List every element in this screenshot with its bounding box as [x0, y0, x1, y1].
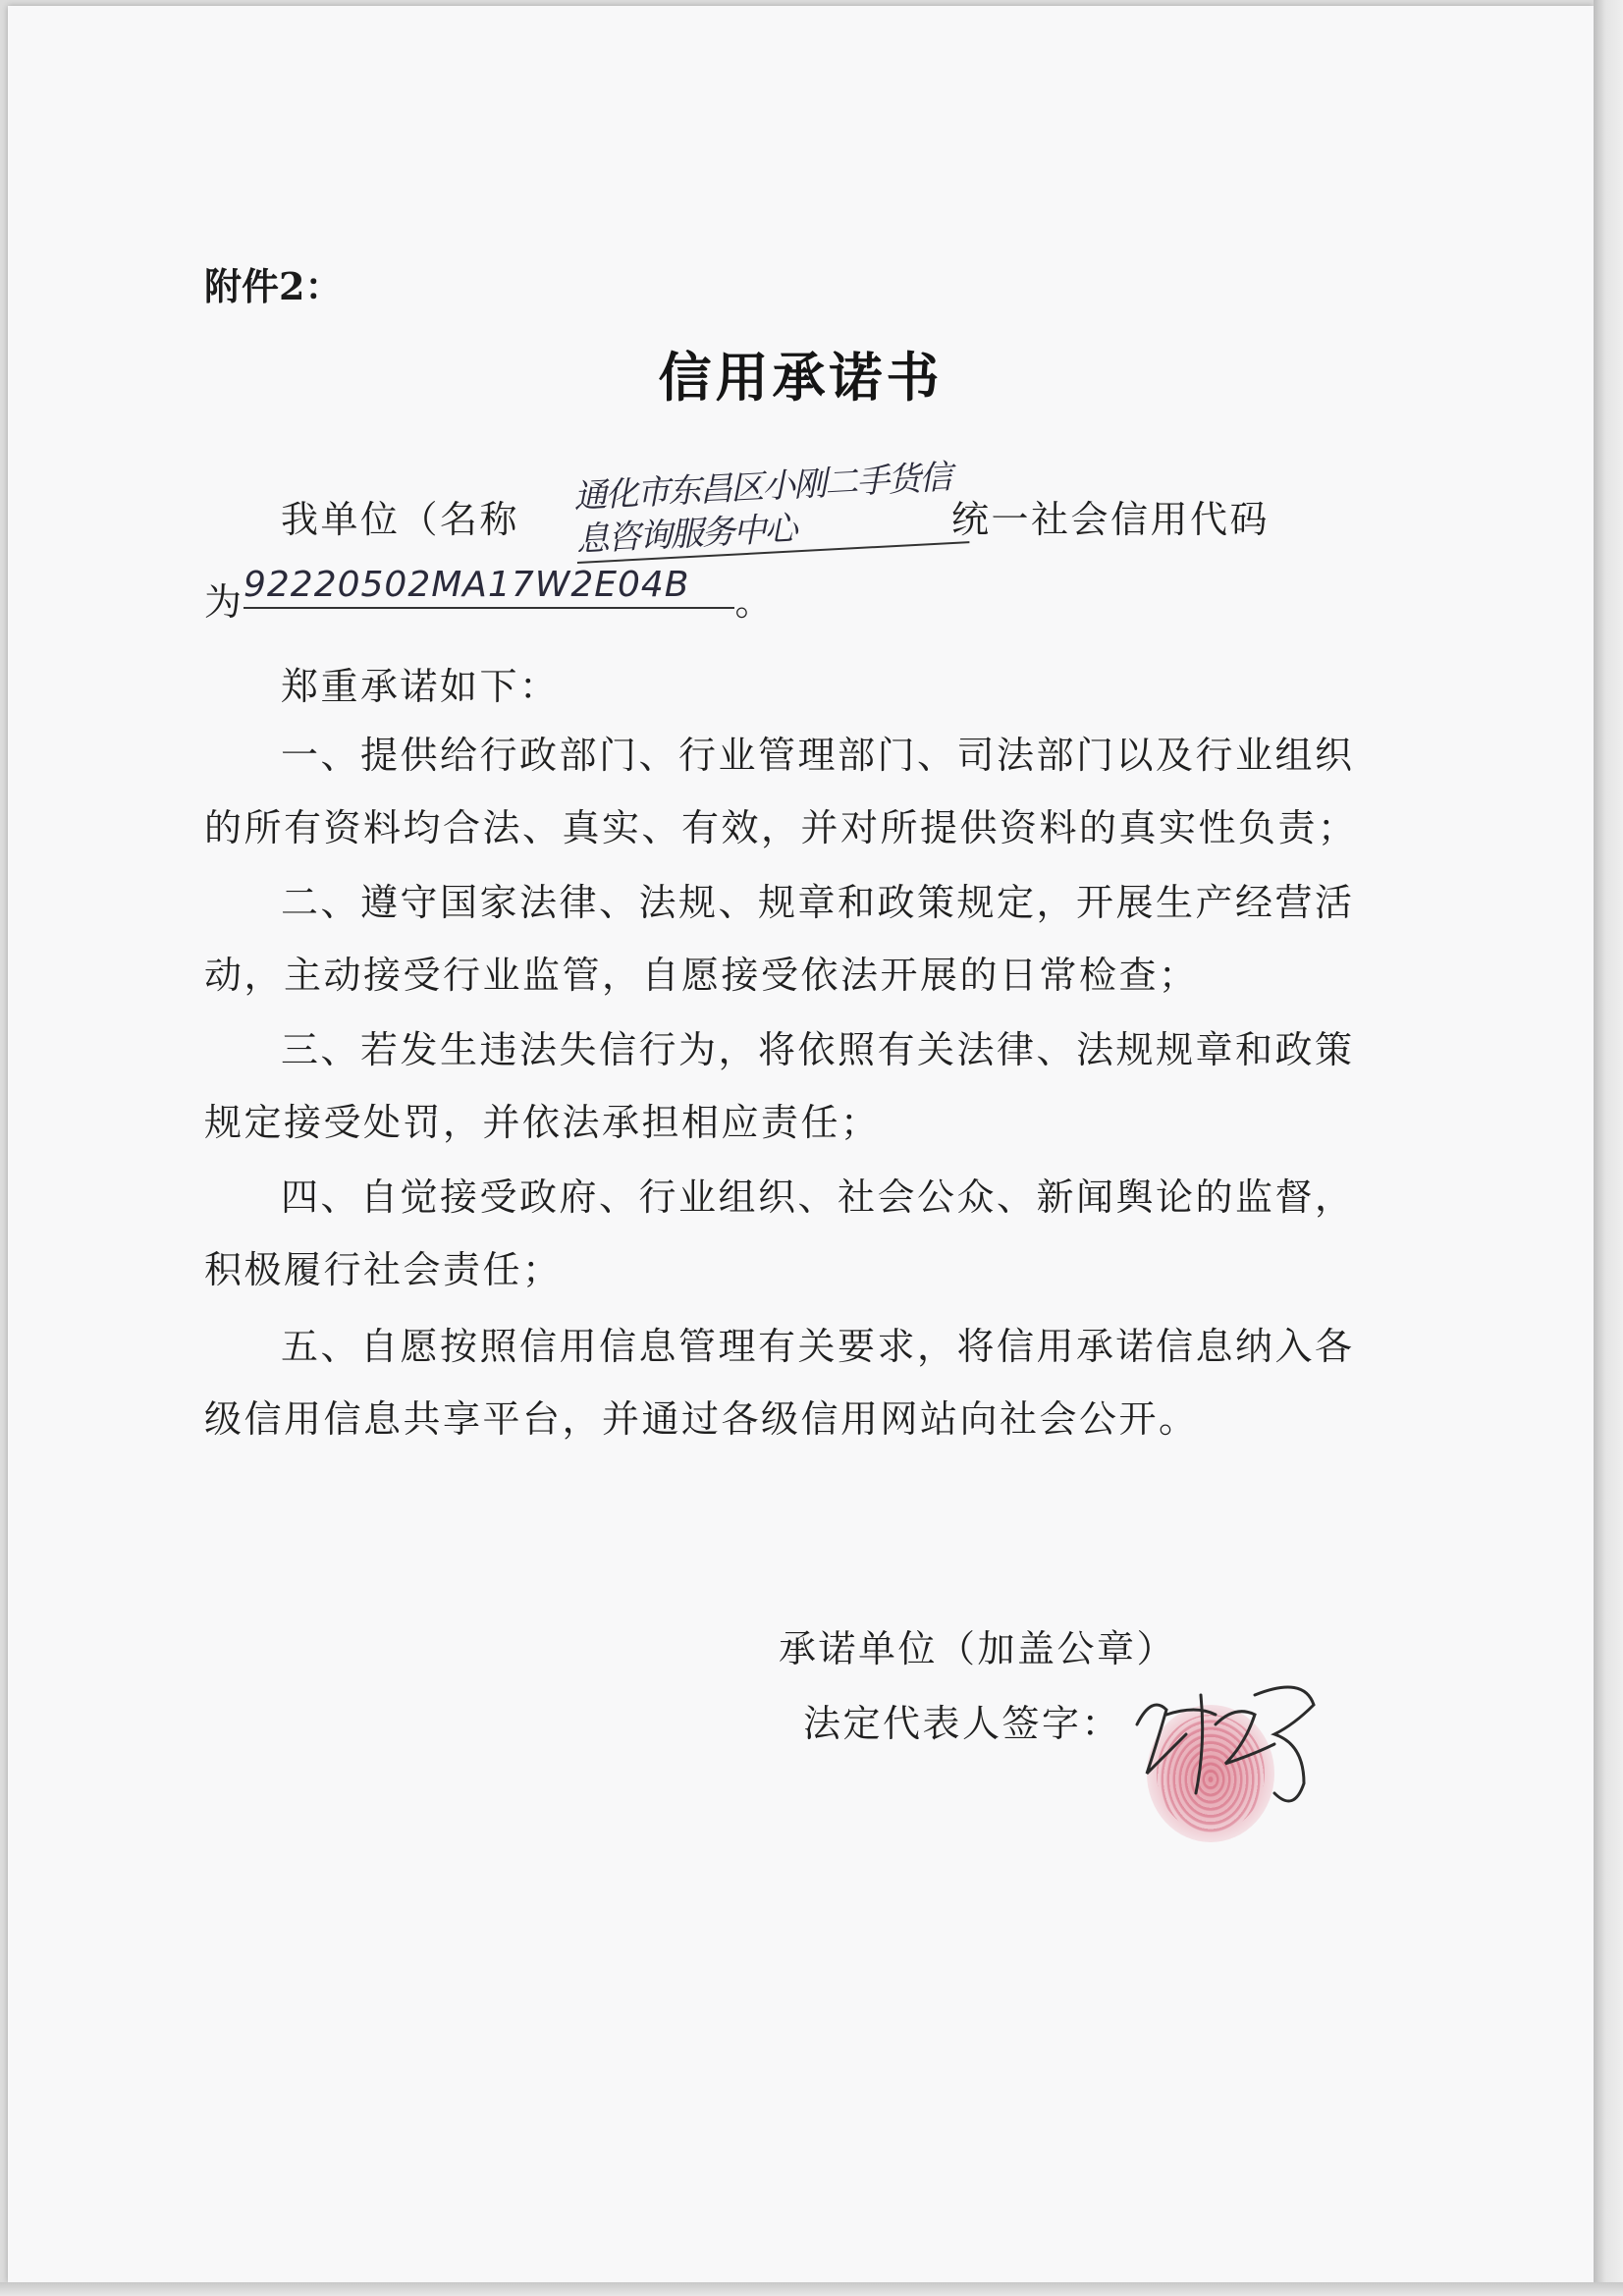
- item4-line1: 四、自觉接受政府、行业组织、社会公众、新闻舆论的监督，: [281, 1175, 1355, 1219]
- item3-line1: 三、若发生违法失信行为，将依照有关法律、法规规章和政策: [281, 1028, 1355, 1071]
- item3-line2: 规定接受处罚，并依法承担相应责任；: [204, 1101, 881, 1144]
- page-edge-bottom: [0, 2282, 1623, 2296]
- code-prefix: 为: [204, 580, 244, 624]
- promisor-label: 承诺单位（加盖公章）: [779, 1627, 1177, 1670]
- credit-code-handwritten: 92220502MA17W2E04B: [243, 564, 734, 609]
- item1-line2: 的所有资料均合法、真实、有效，并对所提供资料的真实性负责；: [204, 806, 1358, 849]
- solemn-line: 郑重承诺如下：: [281, 665, 560, 708]
- signature-icon: [1108, 1656, 1343, 1842]
- item5-line2: 级信用信息共享平台，并通过各级信用网站向社会公开。: [204, 1397, 1199, 1441]
- item2-line2: 动，主动接受行业监管，自愿接受依法开展的日常检查；: [204, 954, 1199, 997]
- legal-rep-label: 法定代表人签字：: [803, 1702, 1122, 1745]
- item1-line1: 一、提供给行政部门、行业管理部门、司法部门以及行业组织: [281, 734, 1355, 777]
- attachment-label: 附件2：: [204, 264, 343, 308]
- item2-line1: 二、遵守国家法律、法规、规章和政策规定，开展生产经营活: [281, 881, 1355, 924]
- item5-line1: 五、自愿按照信用信息管理有关要求，将信用承诺信息纳入各: [281, 1325, 1355, 1368]
- code-suffix: 。: [734, 580, 776, 624]
- item4-line2: 积极履行社会责任；: [204, 1248, 563, 1291]
- intro-prefix: 我单位（名称: [281, 498, 520, 541]
- page-edge-right: [1594, 0, 1623, 2296]
- document-page: [8, 6, 1594, 2282]
- unit-name-handwritten: 通化市东昌区小刚二手货信息咨询服务中心: [572, 455, 969, 564]
- intro-mid: 统一社会信用代码: [951, 498, 1271, 541]
- document-title: 信用承诺书: [658, 346, 944, 409]
